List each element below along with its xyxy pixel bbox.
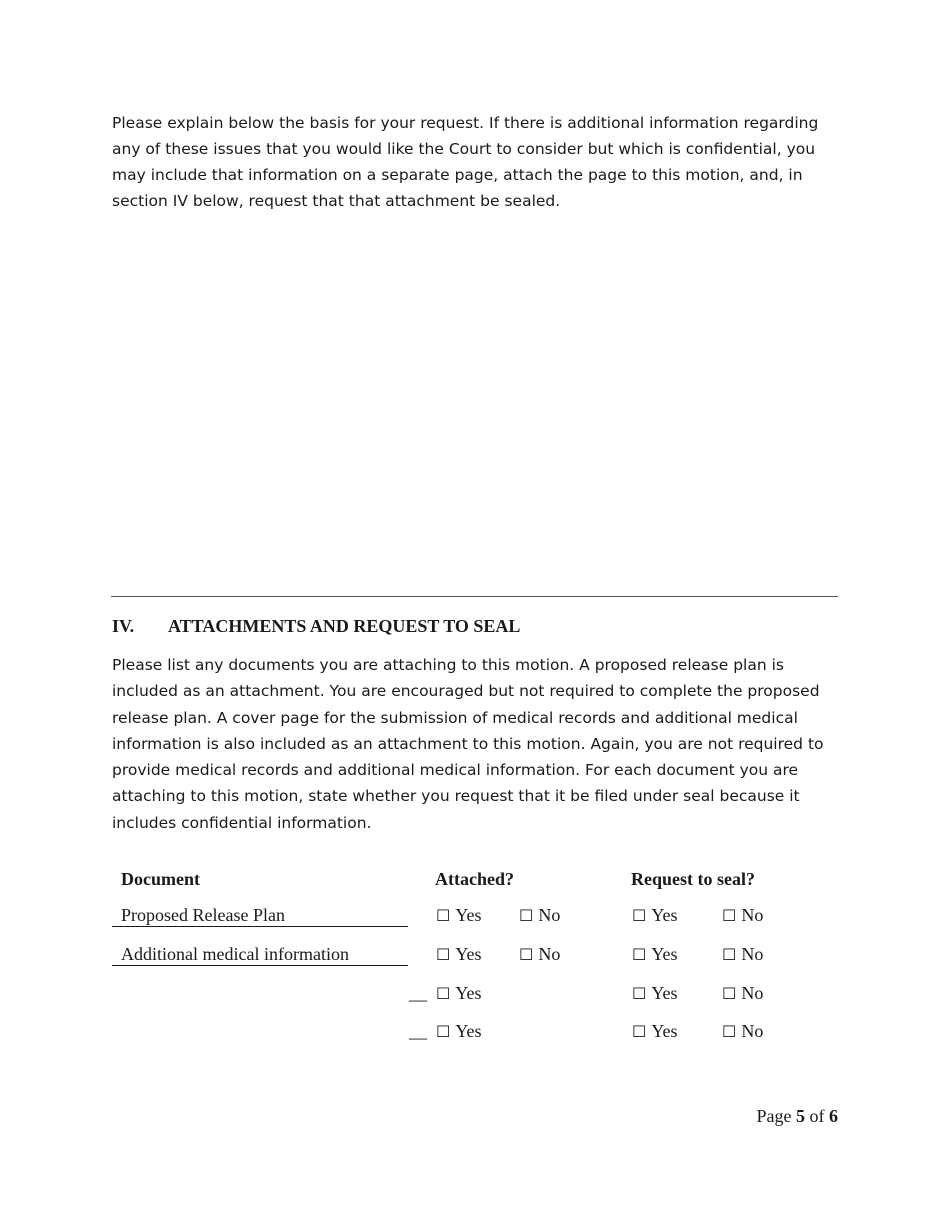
document-name-field[interactable]: Proposed Release Plan — [112, 905, 408, 927]
seal-yes-checkbox[interactable]: ☐ Yes — [632, 1021, 678, 1041]
seal-no-checkbox[interactable]: ☐ No — [722, 1021, 764, 1041]
current-page: 5 — [796, 1106, 805, 1126]
table-row — [0, 905, 950, 935]
checkbox-icon: ☐ — [519, 945, 534, 964]
section-heading — [112, 616, 520, 637]
checkbox-icon: ☐ — [722, 1022, 737, 1041]
section-number: IV. — [112, 616, 135, 636]
checkbox-icon: ☐ — [436, 906, 451, 925]
attached-yes-checkbox[interactable]: ☐ Yes — [436, 905, 482, 925]
checkbox-icon: ☐ — [632, 1022, 647, 1041]
seal-yes-checkbox[interactable]: ☐ Yes — [632, 905, 678, 925]
intro-paragraph: Please explain below the basis for your request. If there is additional information regarding any of these issues that you would like the Court to consider but which is confidential, you may include that information on a separate page, attach the page to this motion, and, in section IV below, request that that attachment be sealed. — [112, 114, 819, 210]
seal-yes-checkbox[interactable]: ☐ Yes — [632, 944, 678, 964]
checkbox-icon: ☐ — [436, 984, 451, 1003]
seal-yes-checkbox[interactable]: ☐ Yes — [632, 983, 678, 1003]
checkbox-icon: ☐ — [436, 945, 451, 964]
attached-yes-checkbox[interactable]: ☐ Yes — [436, 983, 482, 1003]
document-name-blank[interactable]: __ — [409, 983, 427, 1003]
table-row — [0, 1021, 950, 1051]
document-column-header: Document — [121, 869, 200, 889]
seal-column-header: Request to seal? — [631, 869, 755, 889]
checkbox-icon: ☐ — [436, 1022, 451, 1041]
attached-yes-checkbox[interactable]: ☐ Yes — [436, 944, 482, 964]
checkbox-icon: ☐ — [722, 945, 737, 964]
total-pages: 6 — [829, 1106, 838, 1126]
section-title: ATTACHMENTS AND REQUEST TO SEAL — [168, 616, 521, 636]
section-divider — [111, 596, 838, 597]
seal-no-checkbox[interactable]: ☐ No — [722, 905, 764, 925]
document-name-blank[interactable]: __ — [409, 1021, 427, 1041]
checkbox-icon: ☐ — [722, 906, 737, 925]
page-number: Page 5 of 6 — [756, 1106, 838, 1126]
seal-no-checkbox[interactable]: ☐ No — [722, 944, 764, 964]
attached-yes-checkbox[interactable]: ☐ Yes — [436, 1021, 482, 1041]
checkbox-icon: ☐ — [632, 984, 647, 1003]
attached-no-checkbox[interactable]: ☐ No — [519, 905, 561, 925]
checkbox-icon: ☐ — [632, 906, 647, 925]
explanation-answer-area[interactable] — [112, 225, 838, 585]
table-row — [0, 944, 950, 974]
checkbox-icon: ☐ — [519, 906, 534, 925]
checkbox-icon: ☐ — [632, 945, 647, 964]
attached-column-header: Attached? — [435, 869, 514, 889]
document-name-field[interactable]: Additional medical information — [112, 944, 408, 966]
seal-no-checkbox[interactable]: ☐ No — [722, 983, 764, 1003]
table-row — [0, 983, 950, 1013]
checkbox-icon: ☐ — [722, 984, 737, 1003]
attached-no-checkbox[interactable]: ☐ No — [519, 944, 561, 964]
section-instructions: Please list any documents you are attaching to this motion. A proposed release plan is included as an attachment. You are encouraged but not required to complete the proposed release plan. A cover page for the submission of medical records and additional medical information is also included as an attachment to this motion. Again, you are not required to provide medical records and additional medical information. For each document you are attaching to this motion, state whether you request that it be filed under seal because it includes confidential information. — [112, 656, 824, 832]
